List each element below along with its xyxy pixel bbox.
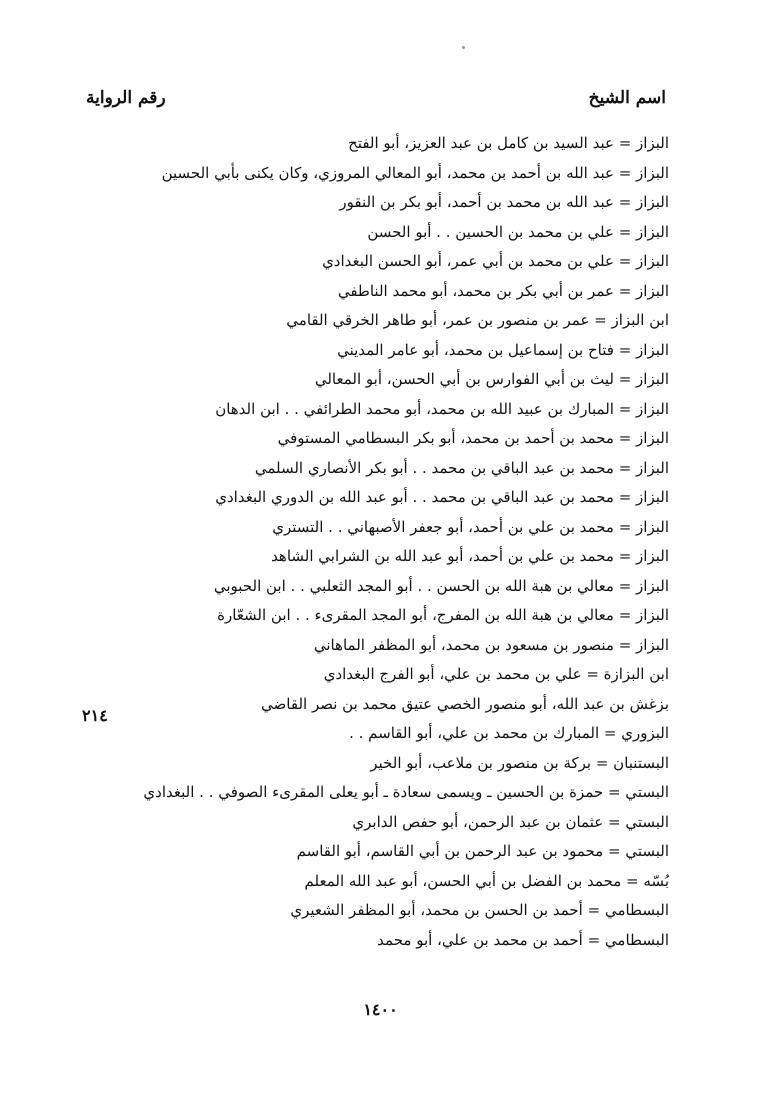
list-item: البستي = محمود بن عبد الرحمن بن أبي القاسم، أبو القاسم: [296, 842, 669, 860]
scan-speck: [462, 46, 465, 49]
list-item: البستنبان = بركة بن منصور بن ملاعب، أبو الخير: [370, 753, 669, 772]
list-item: البزاز = محمد بن عبد الباقي بن محمد . . أبو بكر الأنصاري السلمي: [254, 458, 669, 477]
list-item: البزوري = المبارك بن محمد بن علي، أبو القاسم . .: [349, 724, 669, 742]
list-item: ابن البزاز = عمر بن منصور بن عمر، أبو طاهر الخرقي القامي: [286, 311, 669, 329]
list-item: البزاز = محمد بن أحمد بن محمد، أبو بكر البسطامي المستوفي: [277, 429, 669, 447]
column-header: [86, 88, 666, 118]
list-item: البزاز = محمد بن علي بن أحمد، أبو عبد الله بن الشرابي الشاهد: [271, 547, 669, 565]
list-item: البزاز = منصور بن مسعود بن محمد، أبو المظفر الماهاني: [313, 635, 669, 654]
list-item: البزاز = عبد الله بن أحمد بن محمد، أبو المعالي المروزي، وكان يكنى بأبي الحسين: [161, 163, 669, 182]
list-item: بُسّه = محمد بن الفضل بن أبي الحسن، أبو عبد الله المعلم: [304, 871, 669, 890]
list-item: ابن البزازة = علي بن محمد بن علي، أبو الفرج البغدادي: [323, 665, 669, 683]
list-item: البستي = عثمان بن عبد الرحمن، أبو حفص الدابري: [352, 812, 669, 831]
list-item: البزاز = علي بن محمد بن أبي عمر، أبو الحسن البغدادي: [322, 252, 669, 270]
list-item: البزاز = عبد الله بن محمد بن أحمد، أبو بكر بن النقور: [339, 193, 669, 211]
narration-number: ٢١٤: [82, 706, 108, 725]
page-number: ١٤٠٠: [363, 1000, 398, 1019]
list-item: البزاز = ليث بن أبي الفوارس بن أبي الحسن، أبو المعالي: [314, 370, 669, 388]
list-item: البزاز = المبارك بن عبيد الله بن محمد، أبو محمد الطرائفي . . ابن الدهان: [215, 399, 669, 418]
list-item: البزاز = محمد بن علي بن أحمد، أبو جعفر الأصبهاني . . التستري: [272, 517, 669, 536]
list-item: بزغش بن عبد الله، أبو منصور الخصي عتيق محمد بن نصر القاضي: [261, 694, 669, 713]
list-item: البزاز = عمر بن أبي بكر بن محمد، أبو محمد الناطفي: [337, 281, 669, 300]
list-item: البزاز = محمد بن عبد الباقي بن محمد . . أبو عبد الله بن الدوري البغدادي: [215, 488, 669, 506]
list-item: البزاز = علي بن محمد بن الحسين . . أبو الحسن: [367, 222, 669, 241]
list-item: البزاز = معالي بن هبة الله بن الحسن . . أبو المجد الثعلبي . . ابن الحبوبي: [213, 576, 669, 595]
list-item: البزاز = عبد السيد بن كامل بن عبد العزيز، أبو الفتح: [348, 134, 669, 152]
sheikh-entry-list: [143, 129, 669, 955]
narration-number-heading: رقم الرواية: [86, 88, 166, 108]
list-item: البسطامي = أحمد بن محمد بن علي، أبو محمد: [377, 930, 669, 949]
list-item: البزاز = فتاح بن إسماعيل بن محمد، أبو عامر المديني: [337, 340, 669, 359]
list-item: البسطامي = أحمد بن الحسن بن محمد، أبو المظفر الشعيري: [290, 901, 669, 919]
list-item: البستي = حمزة بن الحسين ـ ويسمى سعادة ـ أبو يعلى المقرىء الصوفي . . البغدادي: [143, 783, 669, 801]
list-item: البزاز = معالي بن هبة الله بن المفرج، أبو المجد المقرىء . . ابن الشعّارة: [217, 606, 669, 624]
sheikh-name-heading: اسم الشيخ: [588, 88, 666, 108]
